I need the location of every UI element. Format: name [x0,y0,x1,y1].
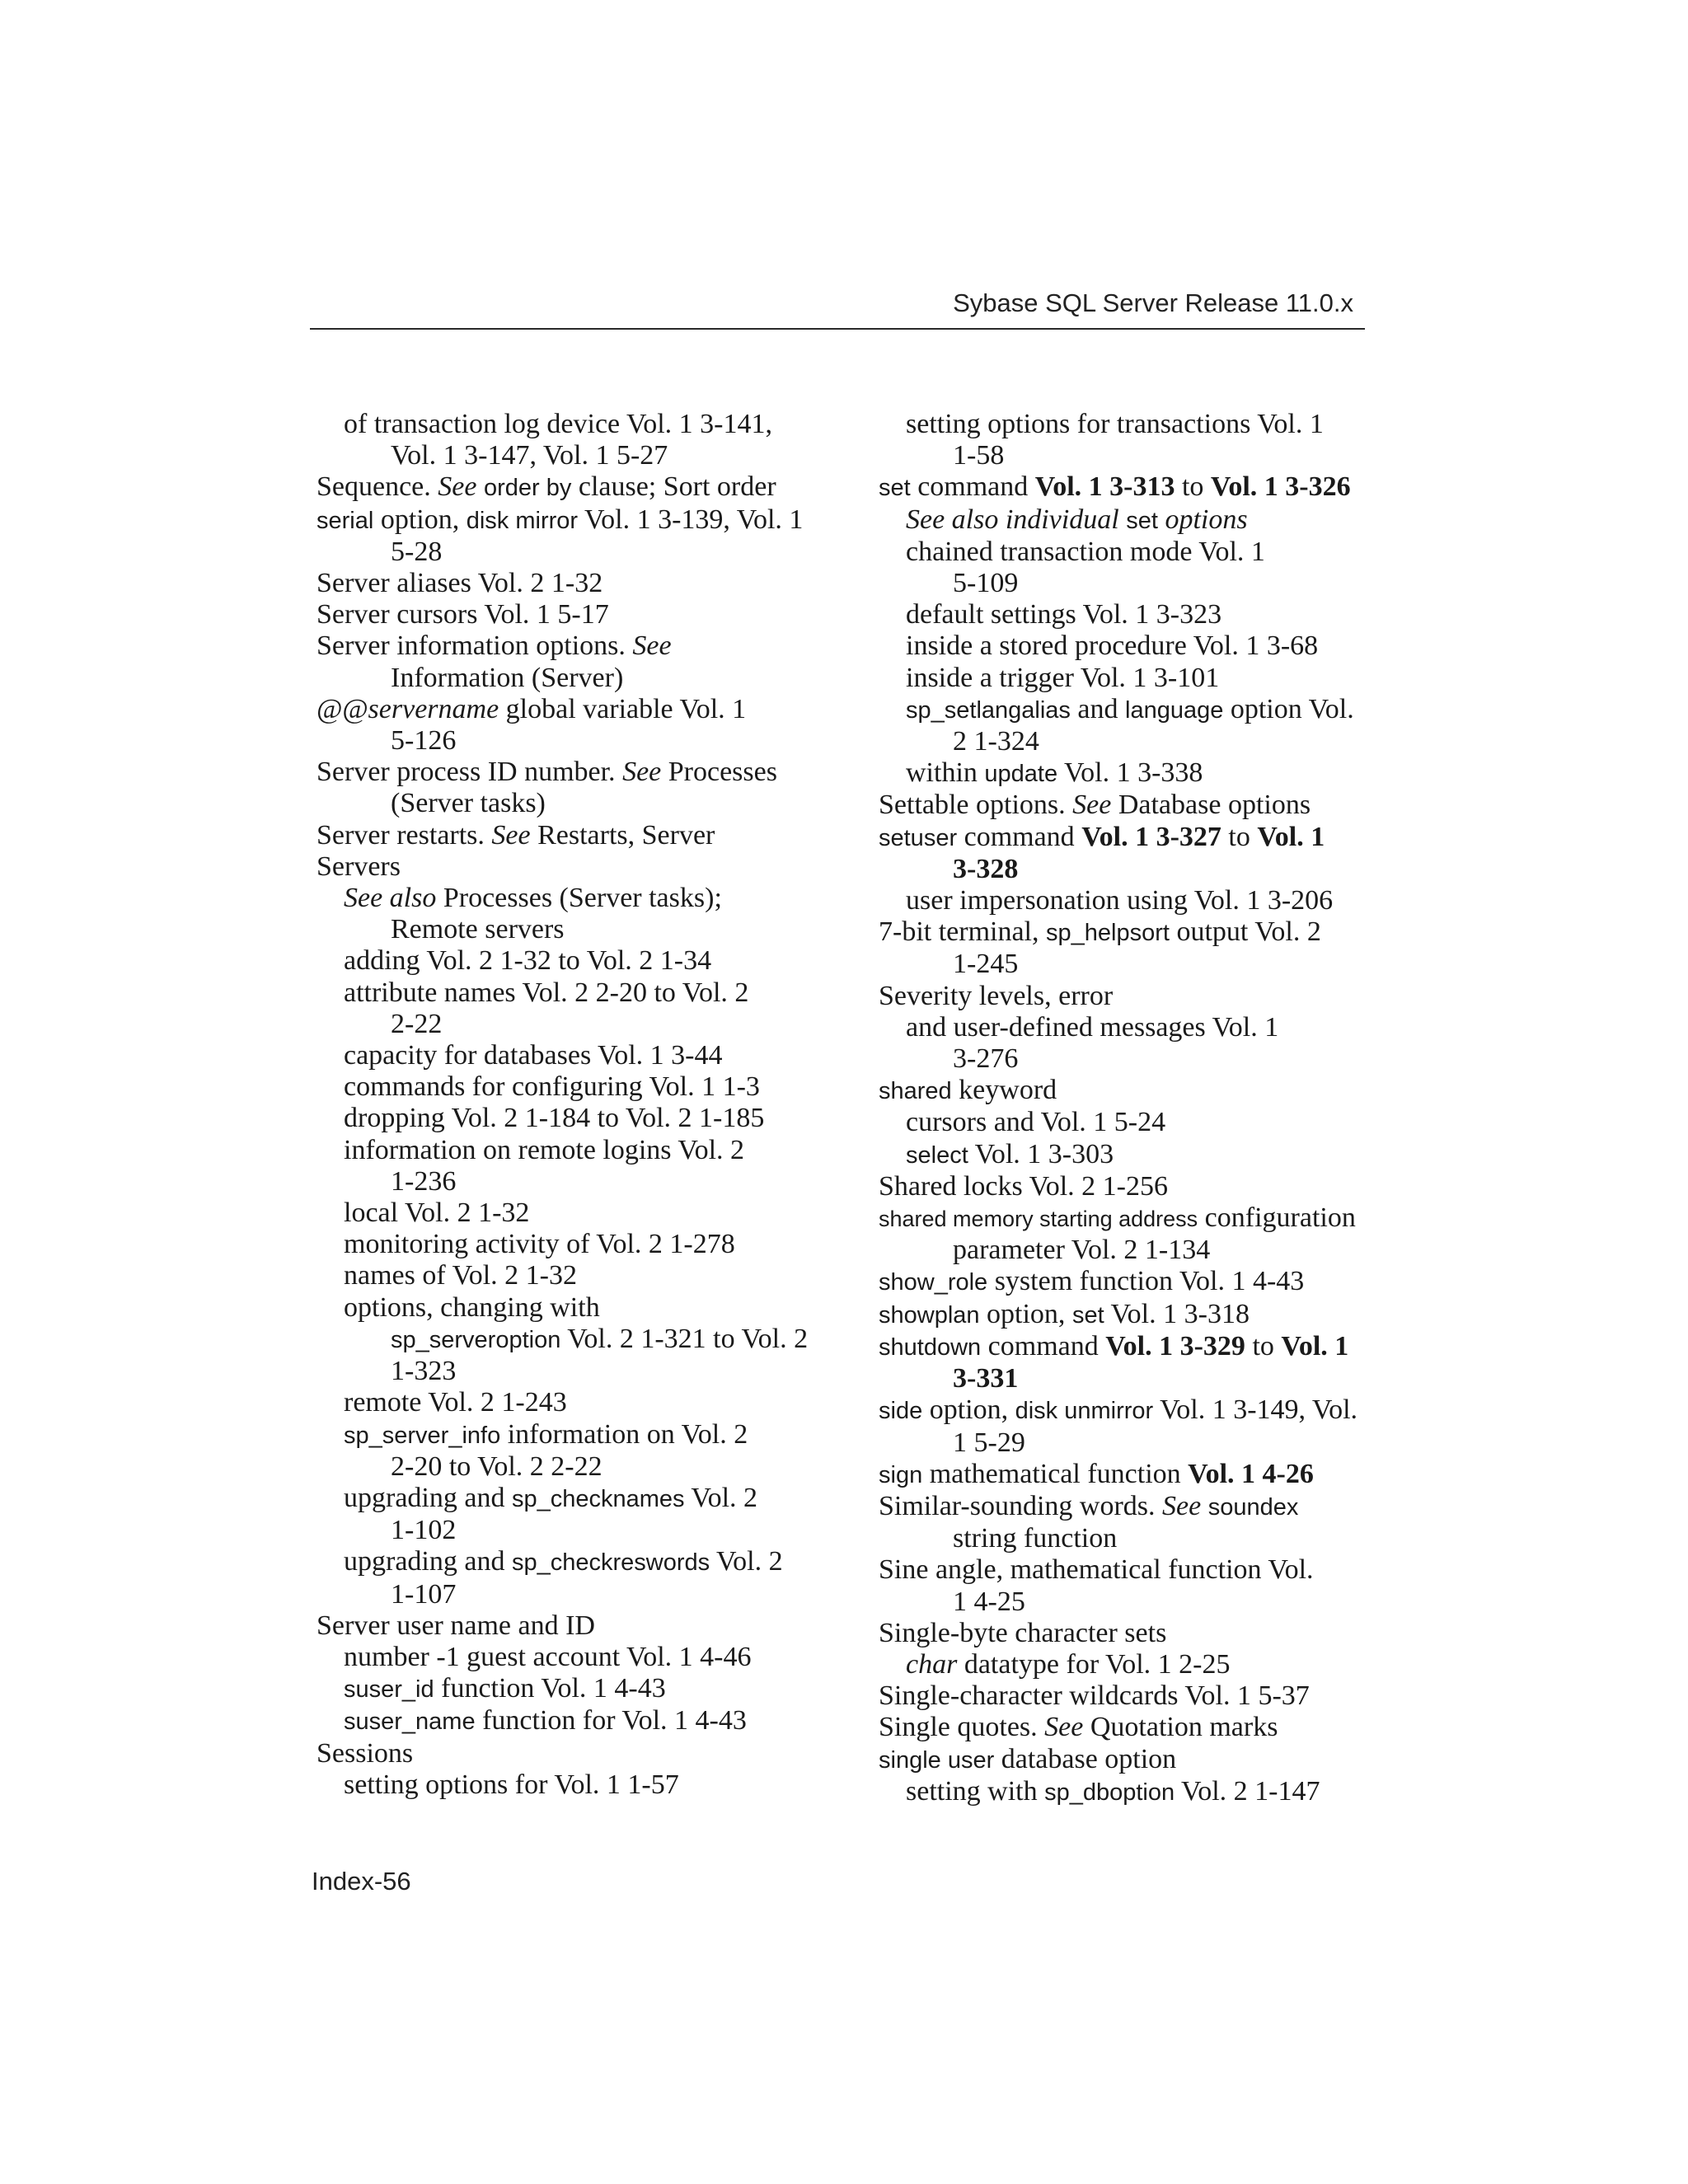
index-entry [316,977,828,1009]
entry-text: to [1221,821,1258,852]
index-entry [316,1260,828,1291]
entry-text: attribute names Vol. 2 2-20 to Vol. 2 [344,977,749,1008]
index-entry [879,790,1373,821]
entry-text: Information (Server) [391,662,624,693]
index-entry [316,1197,828,1229]
index-entry [879,1202,1373,1235]
index-entry [316,1071,828,1103]
entry-text: user impersonation using Vol. 1 3-206 [906,885,1334,916]
index-entry [316,1515,828,1546]
entry-text: Server process ID number. [316,757,623,788]
index-entry [316,1292,828,1324]
index-entry [879,1649,1373,1680]
entry-cross-reference: See [1044,1712,1084,1743]
entry-text: global variable Vol. 1 [499,693,747,724]
entry-text: Sequence. [316,471,438,503]
index-entry [879,1299,1373,1331]
index-entry [316,757,828,788]
index-entry [316,851,828,883]
entry-keyword: serial [316,507,374,534]
index-entry [879,1235,1373,1266]
entry-text: Similar-sounding words. [879,1490,1163,1521]
entry-keyword: disk unmirror [1015,1398,1154,1425]
index-entry [316,409,828,440]
index-entry [316,537,828,568]
index-entry [316,1324,828,1356]
entry-text: output Vol. 2 [1169,916,1321,948]
entry-keyword: side [879,1398,923,1425]
entry-text: setting options for transactions Vol. 1 [906,409,1324,439]
index-entry [879,471,1373,504]
index-entry [316,1610,828,1642]
index-entry [879,1680,1373,1712]
entry-text: Sessions [316,1737,414,1769]
entry-text: 2-20 to Vol. 2 2-22 [391,1451,603,1482]
entry-text: remote Vol. 2 1-243 [344,1387,567,1418]
index-entry [316,568,828,599]
index-entry [316,1166,828,1197]
entry-cross-reference: options [1165,504,1248,535]
entry-primary-reference: Vol. 1 4-26 [1188,1458,1314,1489]
entry-text: of transaction log device Vol. 1 3-141, [344,409,772,439]
entry-text: 1-245 [953,949,1019,980]
index-entry [316,725,828,757]
entry-text: to [1245,1330,1282,1361]
entry-primary-reference: 3-331 [953,1363,1019,1394]
index-column-right [879,409,1373,1808]
entry-primary-reference: Vol. 1 3-313 [1034,471,1175,503]
entry-text: Server information options. [316,630,633,662]
entry-primary-reference: Vol. 1 3-329 [1105,1330,1245,1361]
entry-text: 1-323 [391,1356,457,1387]
index-entry [879,1491,1373,1523]
entry-keyword: suser_name [344,1708,476,1736]
entry-cross-reference: See also [344,883,437,914]
entry-text: Single quotes. [879,1712,1045,1743]
entry-text: Single-character wildcards Vol. 1 5-37 [879,1680,1310,1712]
entry-text: setting with [906,1775,1045,1807]
index-entry [879,916,1373,949]
entry-text: number -1 guest account Vol. 1 4-46 [344,1641,752,1672]
page-number: Index-56 [312,1867,411,1896]
entry-text: Vol. 2 1-147 [1175,1775,1320,1807]
entry-text: 5-126 [391,725,457,757]
entry-cross-reference: char [906,1648,958,1680]
entry-keyword: show_role [879,1269,988,1296]
index-entry [879,1107,1373,1138]
entry-text: parameter Vol. 2 1-134 [953,1235,1211,1266]
entry-text: Settable options. [879,790,1073,821]
entry-text: option, [922,1394,1015,1426]
entry-keyword: sign [879,1461,923,1488]
index-entry [879,1586,1373,1618]
entry-text: 2-22 [391,1008,443,1039]
entry-primary-reference: Vol. 1 3-327 [1081,821,1221,852]
index-entry [879,1075,1373,1107]
entry-text: adding Vol. 2 1-32 to Vol. 2 1-34 [344,945,712,977]
entry-text: 7-bit terminal, [879,916,1047,948]
entry-text: Single-byte character sets [879,1617,1167,1648]
entry-keyword: showplan [879,1301,980,1329]
entry-text: Database options [1111,790,1311,821]
index-entry [879,1139,1373,1171]
entry-text: chained transaction mode Vol. 1 [906,536,1265,567]
index-entry [316,1229,828,1260]
entry-text: local Vol. 2 1-32 [344,1197,530,1229]
entry-cross-reference: See also individual [906,504,1119,535]
entry-text: Servers [316,851,401,882]
index-entry [879,504,1373,537]
entry-text: function for Vol. 1 4-43 [475,1705,747,1736]
entry-text: option, [979,1298,1072,1329]
entry-text: system function Vol. 1 4-43 [987,1266,1305,1297]
entry-text: Vol. 2 [684,1482,758,1513]
entry-text: monitoring activity of Vol. 2 1-278 [344,1229,735,1260]
entry-primary-reference: Vol. 1 3-326 [1210,471,1351,503]
index-entry [879,854,1373,885]
entry-text: setting options for Vol. 1 1-57 [344,1769,679,1800]
index-entry [316,945,828,977]
entry-text: string function [953,1523,1118,1554]
index-entry [879,409,1373,440]
entry-keyword: set [1071,1301,1104,1329]
entry-text: function Vol. 1 4-43 [434,1673,666,1704]
entry-keyword: single user [879,1746,995,1774]
entry-text: upgrading and [344,1482,512,1513]
entry-cross-reference: See [1162,1490,1202,1521]
entry-text: Server user name and ID [316,1610,595,1641]
index-entry [316,788,828,819]
index-entry [879,1012,1373,1043]
entry-text: default settings Vol. 1 3-323 [906,599,1222,630]
entry-cross-reference: See [438,471,477,503]
entry-keyword: setuser [879,824,958,851]
entry-text: 1-102 [391,1515,457,1546]
entry-text: datatype for Vol. 1 2-25 [957,1648,1231,1680]
index-entry [879,1363,1373,1394]
entry-text: Vol. 1 3-338 [1057,757,1203,789]
entry-keyword: order by [483,475,572,502]
entry-text: Restarts, Server [530,819,715,851]
entry-text: Server cursors Vol. 1 5-17 [316,599,609,630]
entry-keyword: sp_helpsort [1046,920,1170,947]
entry-text: command [981,1330,1106,1361]
index-entry [316,1356,828,1387]
index-entry [316,471,828,504]
entry-keyword: disk mirror [466,507,579,534]
index-entry [879,1523,1373,1554]
entry-text: Vol. 2 1-321 to Vol. 2 [560,1323,809,1354]
entry-text: configuration [1198,1202,1356,1234]
index-entry [879,1043,1373,1075]
entry-keyword: set [879,475,911,502]
index-entry [316,1103,828,1134]
entry-text: Vol. 1 3-147, Vol. 1 5-27 [391,440,668,471]
running-header [310,288,1365,330]
entry-text: commands for configuring Vol. 1 1-3 [344,1071,760,1103]
index-entry [316,694,828,725]
entry-keyword: shared [879,1078,952,1105]
entry-keyword: sp_serveroption [391,1326,561,1353]
index-entry [316,1769,828,1801]
entry-text: information on remote logins Vol. 2 [344,1134,745,1165]
entry-text: Shared locks Vol. 2 1-256 [879,1170,1169,1202]
entry-keyword: shared memory starting address [879,1207,1198,1232]
index-entry [879,1427,1373,1459]
index-entry [879,885,1373,916]
entry-text: Processes (Server tasks); [436,883,722,914]
entry-text [1119,504,1127,535]
entry-text: to [1175,471,1211,503]
index-entry [879,1171,1373,1202]
index-entry [316,1009,828,1040]
entry-text: command [910,471,1035,503]
index-entry [879,1459,1373,1491]
index-column-left [316,409,828,1801]
entry-cross-reference: See [632,630,672,662]
index-entry [879,568,1373,599]
entry-text: and user-defined messages Vol. 1 [906,1011,1279,1043]
entry-cross-reference: See [1072,790,1112,821]
entry-text: 5-28 [391,536,443,567]
entry-cross-reference: @@servername [316,693,499,724]
entry-text: Vol. 1 3-318 [1104,1298,1250,1329]
entry-text: Severity levels, error [879,980,1114,1011]
entry-keyword: select [906,1141,968,1169]
index-entry [879,1394,1373,1427]
index-entry [316,1673,828,1705]
entry-primary-reference: Vol. 1 [1281,1330,1349,1361]
entry-text: Vol. 1 3-149, Vol. [1153,1394,1358,1426]
entry-text: Server restarts. [316,819,492,851]
running-header-title: Sybase SQL Server Release 11.0.x [953,288,1353,317]
entry-text: 5-109 [953,568,1019,599]
entry-text: and [1070,693,1126,724]
entry-text: Server aliases Vol. 2 1-32 [316,568,603,599]
index-entry [316,1483,828,1515]
entry-text: options, changing with [344,1291,600,1323]
entry-text: (Server tasks) [391,788,546,819]
index-entry [879,663,1373,694]
entry-text: Vol. 1 3-303 [968,1138,1114,1169]
entry-keyword: language [1125,696,1224,724]
entry-text: 2 1-324 [953,726,1039,757]
entry-keyword: sp_checknames [511,1485,685,1512]
entry-text: clause; Sort order [571,471,776,503]
index-entry [316,914,828,945]
index-entry [879,694,1373,726]
index-entry [316,1451,828,1483]
entry-text: 1-107 [391,1578,457,1610]
entry-text: upgrading and [344,1546,512,1577]
entry-keyword: suser_id [344,1676,434,1704]
entry-text [476,471,484,502]
entry-text: within [906,757,985,789]
index-entry [316,820,828,851]
entry-text: 1 4-25 [953,1586,1025,1617]
entry-text: names of Vol. 2 1-32 [344,1260,578,1291]
entry-text: 1-236 [391,1165,457,1197]
entry-text: option, [373,504,467,535]
entry-text: Sine angle, mathematical function Vol. [879,1554,1314,1586]
index-entry [316,1040,828,1071]
index-entry [316,1579,828,1610]
index-entry [879,599,1373,630]
index-entry [316,440,828,471]
entry-text: Quotation marks [1083,1712,1278,1743]
index-entry [316,1419,828,1451]
entry-text: capacity for databases Vol. 1 3-44 [344,1040,723,1071]
index-entry [879,440,1373,471]
index-entry [879,1712,1373,1743]
index-entry [879,537,1373,568]
index-entry [879,1266,1373,1298]
entry-keyword: set [1126,507,1158,534]
index-entry [316,1387,828,1418]
index-entry [316,630,828,662]
entry-text: keyword [951,1075,1057,1106]
entry-text: inside a stored procedure Vol. 1 3-68 [906,630,1319,662]
entry-primary-reference: 3-328 [953,853,1019,884]
entry-text: Remote servers [391,914,565,945]
entry-keyword: update [984,761,1058,788]
entry-keyword: soundex [1207,1493,1299,1521]
index-entry [316,1705,828,1737]
index-entry [879,1776,1373,1808]
entry-keyword: sp_checkreswords [511,1549,710,1577]
index-entry [316,599,828,630]
entry-text: information on Vol. 2 [500,1418,748,1450]
entry-text: option Vol. [1223,693,1354,724]
index-entry [879,630,1373,662]
entry-cross-reference: See [622,757,662,788]
entry-text: Vol. 2 [710,1546,783,1577]
entry-text: 1 5-29 [953,1427,1025,1458]
index-entry [316,1546,828,1578]
entry-text: inside a trigger Vol. 1 3-101 [906,662,1220,693]
index-entry [879,1618,1373,1649]
entry-text: Processes [661,757,777,788]
index-entry [879,949,1373,980]
index-entry [879,757,1373,790]
entry-cross-reference: See [491,819,531,851]
entry-keyword: sp_setlangalias [906,696,1071,724]
index-entry [316,1642,828,1673]
index-entry [316,663,828,694]
entry-text: cursors and Vol. 1 5-24 [906,1107,1166,1138]
index-entry [879,981,1373,1012]
entry-text: mathematical function [922,1458,1189,1489]
index-entry [316,1135,828,1166]
index-entry [316,883,828,914]
entry-text: database option [994,1743,1177,1774]
entry-text [1201,1491,1208,1521]
entry-text: dropping Vol. 2 1-184 to Vol. 2 1-185 [344,1103,765,1134]
entry-keyword: sp_server_info [344,1422,501,1449]
entry-text: 1-58 [953,440,1005,471]
index-entry [879,1331,1373,1363]
entry-primary-reference: Vol. 1 [1257,821,1325,852]
index-entry [316,504,828,537]
entry-text: 3-276 [953,1043,1019,1075]
index-entry [316,1738,828,1769]
index-entry [879,822,1373,854]
entry-keyword: shutdown [879,1333,982,1361]
entry-text: Vol. 1 3-139, Vol. 1 [578,504,804,535]
entry-text: command [957,821,1082,852]
index-entry [879,1554,1373,1586]
entry-keyword: sp_dboption [1044,1779,1175,1806]
index-entry [879,1744,1373,1776]
index-entry [879,726,1373,757]
